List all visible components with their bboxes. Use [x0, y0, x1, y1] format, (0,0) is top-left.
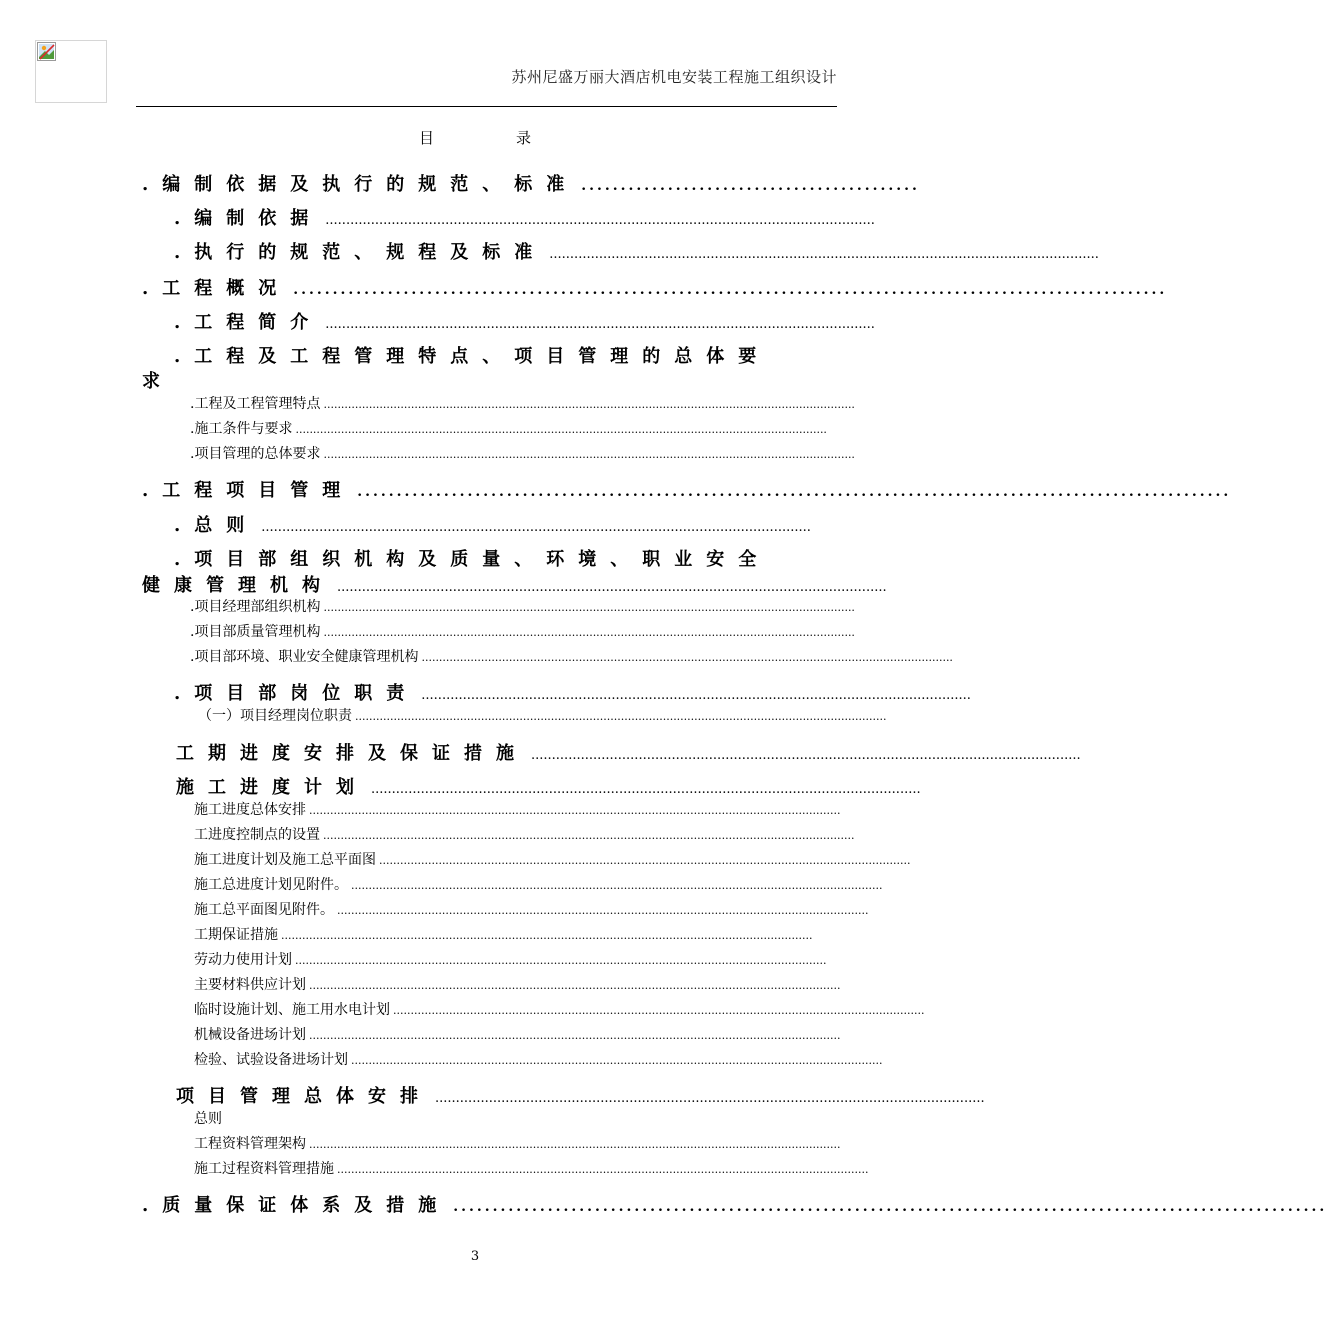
toc-entry-text: 施工进度计划: [176, 777, 368, 798]
toc-entry-level3[interactable]: [190, 646, 953, 666]
toc-entry-level2[interactable]: [174, 545, 828, 571]
toc-entry-text: .项目部组织机构及质量、环境、职业安全: [174, 549, 771, 570]
toc-entry-text: 临时设施计划、施工用水电计划: [194, 1002, 390, 1018]
toc-leader-dots: ........................................................................................................................................................: [323, 448, 855, 461]
toc-entry-level3[interactable]: [194, 949, 828, 969]
toc-entry-level3[interactable]: [194, 899, 869, 919]
toc-leader-dots: ........................................................................................................................................................: [309, 979, 841, 992]
toc-entry-continuation[interactable]: [142, 571, 887, 597]
toc-entry-text: .项目部环境、职业安全健康管理机构: [190, 649, 419, 665]
toc-entry-text: .编制依据及执行的规范、标准: [142, 174, 579, 195]
toc-entry-level3[interactable]: [190, 621, 855, 641]
toc-entry-level1[interactable]: [142, 476, 1232, 502]
toc-entry-text: .项目部质量管理机构: [190, 624, 321, 640]
toc-entry-text: .项目管理的总体要求: [190, 446, 321, 462]
toc-entry-level1[interactable]: [142, 1191, 1327, 1217]
toc-leader-dots: ........................................................................................................................................................: [351, 1054, 883, 1067]
toc-entry-text: 施工总平面图见附件。: [194, 902, 334, 918]
toc-leader-dots: ........................................................................................................................................................: [323, 601, 855, 614]
toc-leader-dots: ........................................................................................................................................................: [323, 829, 855, 842]
toc-leader-dots: .....................................................................................................................................: [371, 782, 921, 797]
toc-heading-right: 录: [516, 129, 532, 147]
toc-entry-text: .工程概况: [142, 278, 291, 299]
toc-entry-level3[interactable]: [194, 824, 855, 844]
toc-entry-level3[interactable]: [190, 418, 828, 438]
toc-entry-text: .项目经理部组织机构: [190, 599, 321, 615]
toc-entry-text: 健康管理机构: [142, 575, 334, 596]
toc-entry-level3[interactable]: [198, 705, 887, 725]
toc-leader-dots: ........................................................................................................................................................: [379, 854, 911, 867]
toc-entry-level3[interactable]: [194, 849, 911, 869]
toc-leader-dots: ........................................................................................................................................................: [281, 929, 813, 942]
toc-leader-dots: ...........................................: [581, 178, 920, 194]
toc-entry-text: .工程及工程管理特点: [190, 396, 321, 412]
toc-entry-level3[interactable]: [194, 974, 841, 994]
toc-leader-dots: .....................................................................................................................................: [337, 580, 887, 595]
toc-entry-continuation: 求: [142, 371, 174, 392]
toc-entry-level3[interactable]: 总则: [194, 1111, 222, 1127]
toc-entry-text: 项目管理总体安排: [176, 1086, 432, 1107]
toc-entry-text: 机械设备进场计划: [194, 1027, 306, 1043]
toc-entry-level3[interactable]: [194, 1024, 841, 1044]
toc-entry-text: 工程资料管理架构: [194, 1136, 306, 1152]
toc-leader-dots: ........................................................................................................................................................: [323, 398, 855, 411]
toc-leader-dots: ...............................................................................................................: [357, 484, 1232, 500]
toc-leader-dots: .....................................................................................................................................: [549, 247, 1099, 262]
toc-entry-text: .总则: [174, 515, 259, 536]
toc-entry-level3[interactable]: [190, 596, 855, 616]
toc-leader-dots: .....................................................................................................................................: [531, 748, 1081, 763]
toc-leader-dots: ........................................................................................................................................................: [337, 904, 869, 917]
page-number: 3: [470, 1249, 480, 1264]
toc-entry-level3[interactable]: [194, 1158, 869, 1178]
toc-leader-dots: .....................................................................................................................................: [421, 688, 971, 703]
toc-entry-text: 施工进度计划及施工总平面图: [194, 852, 376, 868]
toc-entry-text: 工期进度安排及保证措施: [176, 743, 528, 764]
toc-leader-dots: ........................................................................................................................................................: [295, 954, 827, 967]
toc-entry-level3[interactable]: [190, 443, 855, 463]
toc-entry-level2[interactable]: [176, 739, 1081, 765]
toc-leader-dots: ...............................................................................................................: [293, 282, 1168, 298]
toc-leader-dots: .....................................................................................................................................: [325, 317, 875, 332]
toc-entry-text: 检验、试验设备进场计划: [194, 1052, 348, 1068]
toc-entry-text: 劳动力使用计划: [194, 952, 292, 968]
toc-leader-dots: .....................................................................................................................................: [325, 213, 875, 228]
toc-heading-left: 目: [418, 129, 434, 147]
toc-leader-dots: ........................................................................................................................................................: [309, 804, 841, 817]
toc-leader-dots: ...............................................................................................................: [453, 1199, 1327, 1215]
toc-entry-level3[interactable]: [190, 393, 855, 413]
toc-entry-level2[interactable]: [174, 238, 1099, 264]
toc-entry-text: 工期保证措施: [194, 927, 278, 943]
toc-leader-dots: ........................................................................................................................................................: [295, 423, 827, 436]
toc-entry-text: 主要材料供应计划: [194, 977, 306, 993]
toc-leader-dots: ........................................................................................................................................................: [421, 651, 953, 664]
toc-entry-level1[interactable]: [142, 274, 1168, 300]
toc-entry-text: .执行的规范、规程及标准: [174, 242, 547, 263]
toc-entry-text: （一）项目经理岗位职责: [198, 708, 352, 724]
toc-entry-text: .工程及工程管理特点、项目管理的总体要: [174, 346, 771, 367]
toc-entry-level3[interactable]: [194, 1049, 883, 1069]
toc-entry-level2[interactable]: [174, 511, 828, 537]
toc-entry-text: .编制依据: [174, 208, 323, 229]
toc-entry-level2[interactable]: [174, 204, 875, 230]
toc-entry-text: .施工条件与要求: [190, 421, 293, 437]
toc-entry-level2[interactable]: [174, 342, 828, 368]
toc-entry-level3[interactable]: [194, 799, 841, 819]
toc-entry-level3[interactable]: [194, 874, 883, 894]
toc-entry-text: .质量保证体系及措施: [142, 1195, 451, 1216]
toc-entry-level3[interactable]: [194, 1133, 841, 1153]
toc-entry-level2[interactable]: [176, 1082, 985, 1108]
toc-entry-level2[interactable]: [174, 679, 971, 705]
toc-entry-text: 施工总进度计划见附件。: [194, 877, 348, 893]
toc-entry-text: .工程项目管理: [142, 480, 355, 501]
document-header-title: 苏州尼盛万丽大酒店机电安装工程施工组织设计: [511, 68, 837, 86]
toc-entry-level2[interactable]: [176, 773, 921, 799]
toc-leader-dots: ........................................................................................................................................................: [337, 1163, 869, 1176]
toc-leader-dots: .....................................................................................................................................: [435, 1091, 985, 1106]
toc-entry-text: .项目部岗位职责: [174, 683, 419, 704]
toc-entry-text: .工程简介: [174, 312, 323, 333]
toc-leader-dots: ........................................................................................................................................................: [393, 1004, 925, 1017]
toc-entry-level1[interactable]: [142, 170, 920, 196]
toc-leader-dots: ........................................................................................................................................................: [351, 879, 883, 892]
toc-leader-dots: .....................................................................................................................................: [261, 520, 811, 535]
toc-entry-level2[interactable]: [174, 308, 875, 334]
toc-entry-level3[interactable]: [194, 999, 925, 1019]
toc-entry-text: 施工进度总体安排: [194, 802, 306, 818]
toc-leader-dots: ........................................................................................................................................................: [309, 1138, 841, 1151]
toc-entry-text: 施工过程资料管理措施: [194, 1161, 334, 1177]
toc-leader-dots: ........................................................................................................................................................: [355, 710, 887, 723]
toc-leader-dots: ........................................................................................................................................................: [309, 1029, 841, 1042]
toc-entry-level3[interactable]: [194, 924, 828, 944]
toc-entry-text: 工进度控制点的设置: [194, 827, 320, 843]
toc-leader-dots: ........................................................................................................................................................: [323, 626, 855, 639]
